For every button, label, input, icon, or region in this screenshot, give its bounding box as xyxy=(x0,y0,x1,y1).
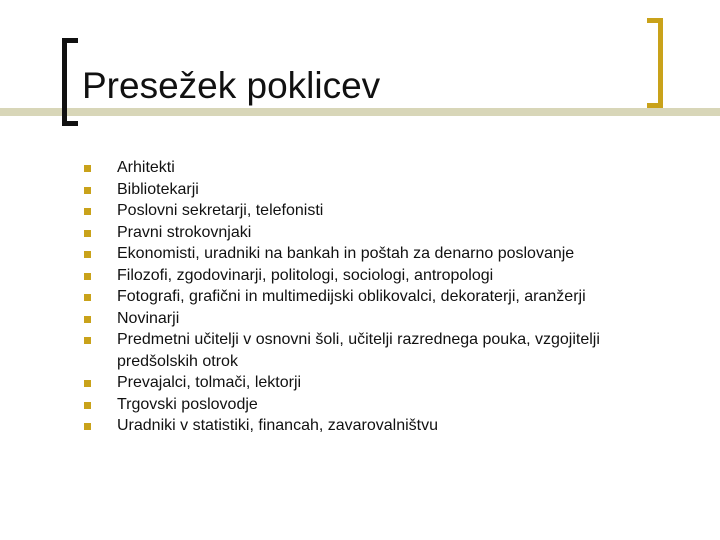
bullet-item xyxy=(82,243,682,265)
square-bullet-icon xyxy=(84,208,91,215)
bullet-item xyxy=(82,415,682,437)
square-bullet-icon xyxy=(84,294,91,301)
bullet-item xyxy=(82,179,682,201)
bullet-text: Predmetni učitelji v osnovni šoli, učitelji razrednega pouka, vzgojitelji predšolskih otrok xyxy=(117,331,600,370)
bullet-item xyxy=(82,372,682,394)
bullet-text: Prevajalci, tolmači, lektorji xyxy=(117,374,302,391)
right-bracket-decoration xyxy=(647,18,663,108)
bullet-item xyxy=(82,157,682,179)
bullet-item xyxy=(82,308,682,330)
bullet-item xyxy=(82,394,682,416)
square-bullet-icon xyxy=(84,337,91,344)
bullet-text: Arhitekti xyxy=(117,159,175,176)
square-bullet-icon xyxy=(84,402,91,409)
bullet-item xyxy=(82,265,682,287)
square-bullet-icon xyxy=(84,423,91,430)
bullet-list xyxy=(82,157,682,437)
bullet-text: Uradniki v statistiki, financah, zavarovalništvu xyxy=(117,417,439,434)
bullet-text: Filozofi, zgodovinarji, politologi, sociologi, antropologi xyxy=(117,266,494,284)
title-underline-band xyxy=(0,108,720,116)
bullet-item xyxy=(82,286,682,308)
bullet-item xyxy=(82,200,682,222)
square-bullet-icon xyxy=(84,380,91,387)
square-bullet-icon xyxy=(84,316,91,323)
bullet-text: Novinarji xyxy=(117,309,180,327)
bullet-text: Fotografi, grafični in multimedijski oblikovalci, dekoraterji, aranžerji xyxy=(117,288,586,305)
bullet-item xyxy=(82,222,682,244)
square-bullet-icon xyxy=(84,187,91,194)
left-bracket-decoration xyxy=(62,38,78,126)
bullet-text: Poslovni sekretarji, telefonisti xyxy=(117,202,324,219)
bullet-text: Trgovski poslovodje xyxy=(117,395,258,413)
bullet-text: Bibliotekarji xyxy=(117,180,199,198)
square-bullet-icon xyxy=(84,273,91,280)
bullet-text: Pravni strokovnjaki xyxy=(117,223,252,241)
bullet-text: Ekonomisti, uradniki na bankah in poštah za denarno poslovanje xyxy=(117,245,575,262)
square-bullet-icon xyxy=(84,251,91,258)
bullet-item xyxy=(82,329,682,372)
square-bullet-icon xyxy=(84,230,91,237)
slide-title: Presežek poklicev xyxy=(82,65,381,106)
square-bullet-icon xyxy=(84,165,91,172)
